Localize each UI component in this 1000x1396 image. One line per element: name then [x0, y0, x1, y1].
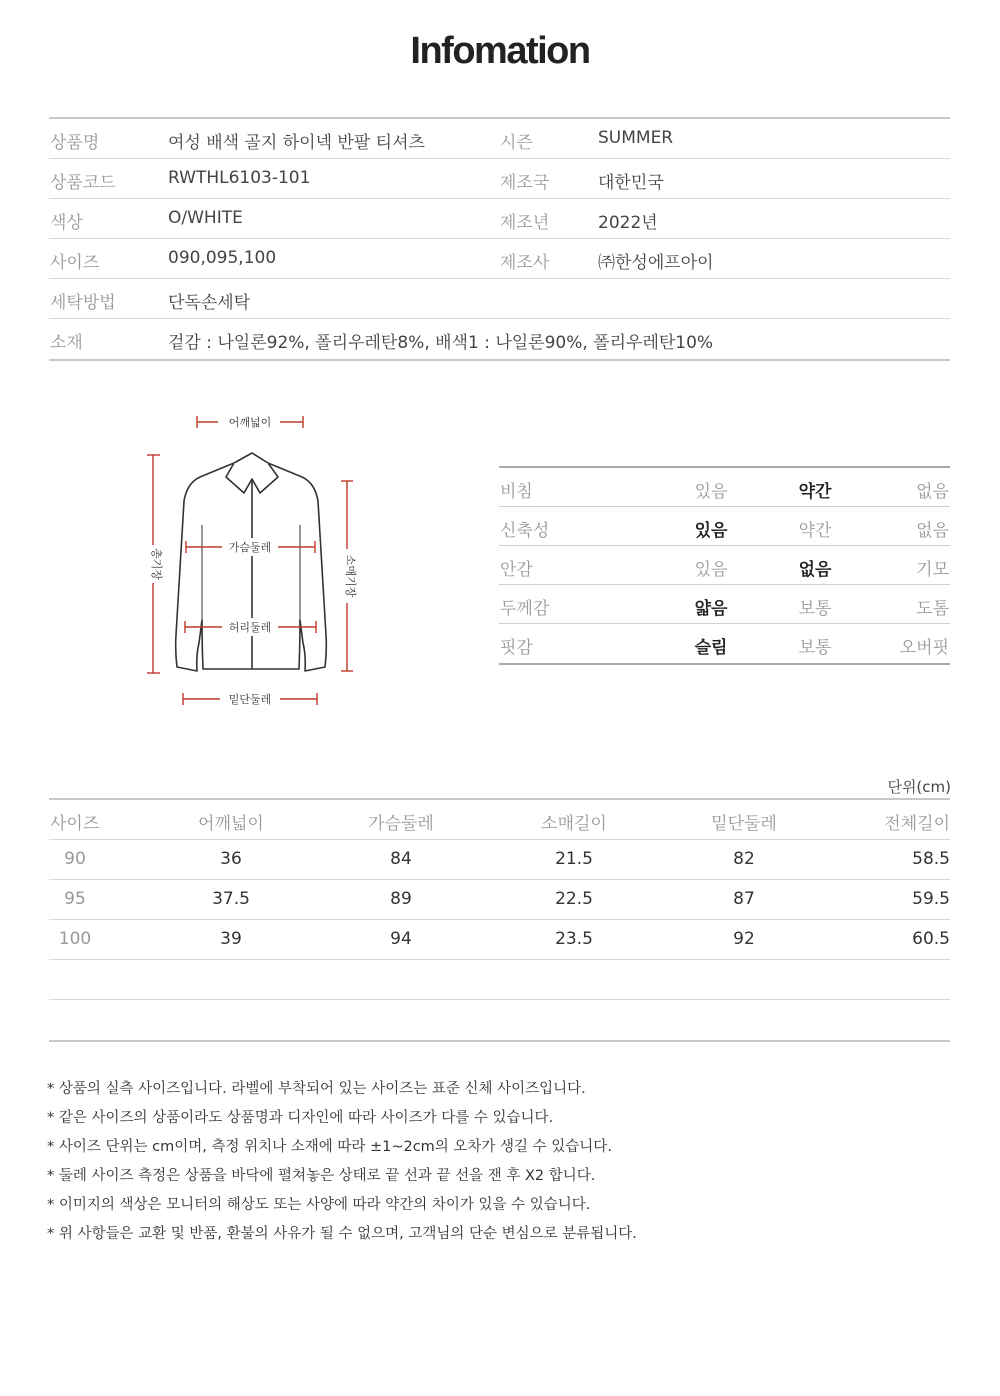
attribute-option-selected: 약간 — [798, 482, 832, 502]
waist-label: 허리둘레 — [228, 621, 272, 634]
info-value: O/WHITE — [168, 208, 243, 228]
attribute-option: 기모 — [916, 560, 949, 580]
attribute-label: 비침 — [500, 482, 533, 502]
shirt-outline — [176, 453, 327, 671]
shoulder-label: 어깨넓이 — [228, 416, 272, 429]
attribute-option: 없음 — [916, 521, 949, 541]
attribute-option: 있음 — [694, 560, 728, 580]
unit-label: 단위(cm) — [887, 778, 951, 796]
attribute-label: 두께감 — [500, 599, 550, 619]
attribute-option-selected: 없음 — [798, 560, 832, 580]
note-item: * 같은 사이즈의 상품이라도 상품명과 디자인에 따라 사이즈가 다를 수 있습니다. — [47, 1110, 554, 1126]
fabric-attribute-table — [499, 466, 950, 665]
table-cell: 89 — [390, 889, 412, 909]
sleeve-label: 소매기장 — [344, 554, 357, 598]
note-item: * 상품의 실측 사이즈입니다. 라벨에 부착되어 있는 사이즈는 표준 신체 사이즈입니다. — [47, 1081, 586, 1097]
hem-label: 밑단둘레 — [228, 693, 272, 706]
column-header: 소매길이 — [541, 814, 607, 834]
table-cell: 92 — [733, 929, 755, 949]
note-item: * 둘레 사이즈 측정은 상품을 바닥에 펼쳐놓은 상태로 끝 선과 끝 선을 잰 후 X2 합니다. — [47, 1168, 596, 1184]
table-row — [49, 920, 950, 960]
length-label: 총기장 — [150, 548, 163, 580]
column-header: 전체길이 — [884, 814, 950, 834]
table-cell: 58.5 — [912, 849, 950, 869]
size-cell: 90 — [64, 849, 86, 869]
column-header: 사이즈 — [50, 814, 100, 834]
info-label: 소재 — [50, 333, 83, 353]
attribute-row — [499, 585, 950, 624]
info-value: RWTHL6103-101 — [168, 168, 311, 188]
shirt-diagram — [140, 405, 365, 715]
info-label: 제조년 — [500, 213, 550, 233]
attribute-row — [499, 546, 950, 585]
attribute-row — [499, 468, 950, 507]
attribute-option-selected: 슬림 — [694, 638, 728, 658]
empty-row — [49, 960, 950, 1000]
info-label: 상품코드 — [50, 173, 116, 193]
attribute-row — [499, 624, 950, 663]
table-cell: 82 — [733, 849, 755, 869]
table-cell: 60.5 — [912, 929, 950, 949]
attribute-option: 약간 — [798, 521, 832, 541]
attribute-label: 안감 — [500, 560, 533, 580]
info-value: 090,095,100 — [168, 248, 277, 268]
info-label: 제조국 — [500, 173, 550, 193]
info-row — [49, 239, 950, 279]
table-cell: 94 — [390, 929, 412, 949]
info-row — [49, 119, 950, 159]
info-value: 2022년 — [598, 213, 658, 233]
info-label: 제조사 — [500, 253, 550, 273]
attribute-option: 없음 — [916, 482, 949, 502]
info-value: 대한민국 — [598, 173, 664, 193]
measurement-diagram — [140, 405, 365, 715]
info-label: 시즌 — [500, 133, 533, 153]
info-label: 색상 — [50, 213, 83, 233]
attribute-option: 보통 — [798, 638, 832, 658]
attribute-option: 오버핏 — [899, 638, 949, 658]
attribute-option: 있음 — [694, 482, 728, 502]
table-row — [49, 840, 950, 880]
attribute-option-selected: 얇음 — [694, 599, 728, 619]
attribute-row — [499, 507, 950, 546]
info-label: 사이즈 — [50, 253, 100, 273]
info-value: ㈜한성에프아이 — [598, 253, 714, 273]
empty-row — [49, 1000, 950, 1040]
table-cell: 59.5 — [912, 889, 950, 909]
table-cell: 21.5 — [555, 849, 593, 869]
table-cell: 22.5 — [555, 889, 593, 909]
attribute-label: 신축성 — [500, 521, 550, 541]
table-cell: 36 — [220, 849, 242, 869]
note-item: * 위 사항들은 교환 및 반품, 환불의 사유가 될 수 없으며, 고객님의 단순 변심으로 분류됩니다. — [47, 1226, 637, 1242]
info-value: 여성 배색 골지 하이넥 반팔 티셔츠 — [168, 133, 425, 153]
table-cell: 39 — [220, 929, 242, 949]
notes-list — [47, 1078, 957, 1252]
note-item: * 사이즈 단위는 cm이며, 측정 위치나 소재에 따라 ±1~2cm의 오차가 생길 수 있습니다. — [47, 1139, 612, 1155]
attribute-option: 도톰 — [916, 599, 949, 619]
chest-label: 가슴둘레 — [228, 541, 272, 554]
info-label: 세탁방법 — [50, 293, 116, 313]
table-cell: 23.5 — [555, 929, 593, 949]
info-row — [49, 159, 950, 199]
size-cell: 100 — [58, 929, 92, 949]
info-value: 단독손세탁 — [168, 293, 251, 313]
info-label: 상품명 — [50, 133, 100, 153]
column-header: 밑단둘레 — [711, 814, 777, 834]
product-info-table — [49, 117, 950, 361]
info-value: 겉감 : 나일론92%, 폴리우레탄8%, 배색1 : 나일론90%, 폴리우레탄10% — [168, 333, 714, 353]
page-title: Infomation — [410, 30, 590, 72]
info-row — [49, 199, 950, 239]
attribute-label: 핏감 — [500, 638, 533, 658]
size-table-header — [49, 800, 950, 840]
table-row — [49, 880, 950, 920]
attribute-option-selected: 있음 — [694, 521, 728, 541]
size-table — [49, 798, 950, 1042]
table-cell: 87 — [733, 889, 755, 909]
table-cell: 84 — [390, 849, 412, 869]
table-cell: 37.5 — [212, 889, 250, 909]
info-row — [49, 319, 950, 359]
size-cell: 95 — [64, 889, 86, 909]
note-item: * 이미지의 색상은 모니터의 해상도 또는 사양에 따라 약간의 차이가 있을 수 있습니다. — [47, 1197, 591, 1213]
column-header: 가슴둘레 — [368, 814, 434, 834]
column-header: 어깨넓이 — [198, 814, 264, 834]
info-value: SUMMER — [598, 128, 674, 148]
info-row — [49, 279, 950, 319]
attribute-option: 보통 — [798, 599, 832, 619]
